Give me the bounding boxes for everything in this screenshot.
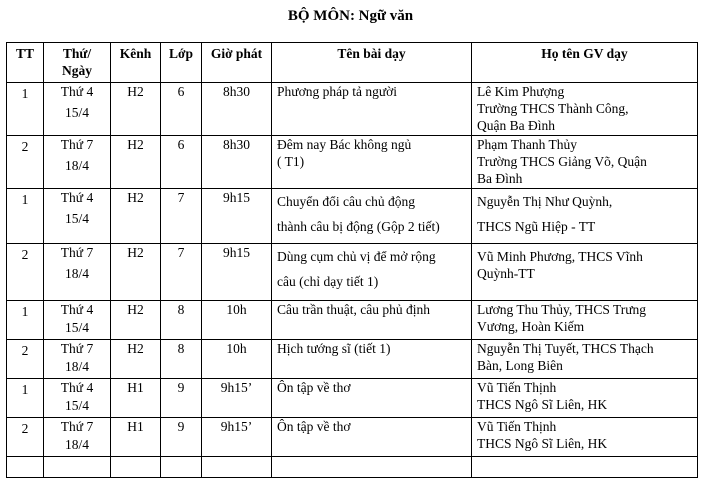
lesson-line: thành câu bị động (Gộp 2 tiết) — [277, 219, 440, 234]
lesson-line: ( T1) — [277, 154, 305, 169]
table-row — [7, 418, 698, 457]
cell-day — [44, 340, 111, 379]
cell-grade: 8 — [161, 340, 202, 379]
lesson-line: câu (chỉ dạy tiết 1) — [277, 274, 379, 289]
cell-time: 9h15 — [202, 189, 272, 244]
lesson-line: Câu trần thuật, câu phủ định — [277, 302, 430, 317]
cell-empty — [472, 457, 698, 478]
table-row — [7, 244, 698, 301]
cell-channel: H2 — [111, 244, 161, 301]
lesson-line: Đêm nay Bác không ngủ — [277, 137, 412, 152]
cell-weekday: Thứ 4 — [60, 84, 94, 99]
cell-lesson — [272, 136, 472, 189]
cell-teacher — [472, 189, 698, 244]
cell-teacher — [472, 136, 698, 189]
teacher-line: Lê Kim Phượng — [477, 84, 565, 99]
cell-empty — [202, 457, 272, 478]
table-row — [7, 457, 698, 478]
cell-time: 10h — [202, 301, 272, 340]
cell-lesson — [272, 379, 472, 418]
cell-date: 15/4 — [64, 320, 89, 335]
schedule-table — [6, 42, 698, 478]
cell-lesson — [272, 244, 472, 301]
teacher-line: Phạm Thanh Thủy — [477, 137, 577, 152]
cell-time: 9h15’ — [202, 379, 272, 418]
lesson-line: Dùng cụm chủ vị để mở rộng — [277, 249, 436, 264]
cell-time: 8h30 — [202, 136, 272, 189]
cell-channel: H1 — [111, 379, 161, 418]
cell-lesson — [272, 340, 472, 379]
cell-day — [44, 379, 111, 418]
teacher-line: Vũ Tiến Thịnh — [477, 419, 557, 434]
teacher-line: Quỳnh-TT — [477, 266, 535, 281]
cell-weekday: Thứ 7 — [60, 245, 94, 260]
cell-teacher — [472, 301, 698, 340]
cell-date: 18/4 — [64, 266, 89, 281]
cell-time: 9h15 — [202, 244, 272, 301]
cell-teacher — [472, 340, 698, 379]
cell-tt: 2 — [7, 136, 44, 189]
cell-lesson — [272, 418, 472, 457]
cell-grade: 6 — [161, 83, 202, 136]
cell-channel: H1 — [111, 418, 161, 457]
header-grade: Lớp — [161, 43, 202, 83]
lesson-line: Phương pháp tả người — [277, 84, 398, 99]
teacher-line: THCS Ngô Sĩ Liên, HK — [477, 436, 608, 451]
cell-channel: H2 — [111, 83, 161, 136]
cell-lesson — [272, 301, 472, 340]
cell-tt: 2 — [7, 340, 44, 379]
teacher-line: THCS Ngô Sĩ Liên, HK — [477, 397, 608, 412]
header-day: Thứ/ Ngày — [44, 43, 111, 83]
cell-grade: 6 — [161, 136, 202, 189]
cell-date: 18/4 — [64, 359, 89, 374]
teacher-line: Ba Đình — [477, 171, 523, 186]
cell-teacher — [472, 83, 698, 136]
cell-weekday: Thứ 7 — [60, 137, 94, 152]
header-tt: TT — [7, 43, 44, 83]
cell-day — [44, 418, 111, 457]
cell-day — [44, 301, 111, 340]
cell-teacher — [472, 418, 698, 457]
teacher-line: Quận Ba Đình — [477, 118, 555, 133]
table-header-row — [7, 43, 698, 83]
cell-weekday: Thứ 7 — [60, 341, 94, 356]
cell-weekday: Thứ 4 — [60, 302, 94, 317]
cell-day — [44, 189, 111, 244]
cell-teacher — [472, 244, 698, 301]
teacher-line: Trường THCS Thành Công, — [477, 101, 629, 116]
cell-empty — [111, 457, 161, 478]
cell-channel: H2 — [111, 136, 161, 189]
cell-grade: 7 — [161, 189, 202, 244]
header-channel: Kênh — [111, 43, 161, 83]
teacher-line: THCS Ngũ Hiệp - TT — [477, 219, 596, 234]
cell-lesson — [272, 189, 472, 244]
page-heading: BỘ MÔN: Ngữ văn — [287, 8, 414, 24]
header-teacher: Họ tên GV dạy — [472, 43, 698, 83]
cell-grade: 7 — [161, 244, 202, 301]
table-row — [7, 301, 698, 340]
cell-tt: 1 — [7, 379, 44, 418]
teacher-line: Lương Thu Thủy, THCS Trưng — [477, 302, 647, 317]
cell-grade: 8 — [161, 301, 202, 340]
cell-weekday: Thứ 4 — [60, 380, 94, 395]
table-row — [7, 189, 698, 244]
lesson-line: Ôn tập về thơ — [277, 380, 351, 395]
cell-weekday: Thứ 4 — [60, 190, 94, 205]
cell-date: 18/4 — [64, 158, 89, 173]
cell-empty — [7, 457, 44, 478]
table-row — [7, 379, 698, 418]
cell-weekday: Thứ 7 — [60, 419, 94, 434]
teacher-line: Bàn, Long Biên — [477, 358, 563, 373]
cell-empty — [44, 457, 111, 478]
teacher-line: Nguyễn Thị Như Quỳnh, — [477, 194, 613, 209]
cell-tt: 1 — [7, 189, 44, 244]
teacher-line: Vũ Tiến Thịnh — [477, 380, 557, 395]
lesson-line: Hịch tướng sĩ (tiết 1) — [277, 341, 391, 356]
teacher-line: Nguyễn Thị Tuyết, THCS Thạch — [477, 341, 654, 356]
cell-lesson — [272, 83, 472, 136]
header-lesson: Tên bài dạy — [272, 43, 472, 83]
lesson-line: Ôn tập về thơ — [277, 419, 351, 434]
cell-time: 9h15’ — [202, 418, 272, 457]
cell-channel: H2 — [111, 340, 161, 379]
cell-grade: 9 — [161, 418, 202, 457]
cell-day — [44, 136, 111, 189]
cell-time: 10h — [202, 340, 272, 379]
cell-tt: 1 — [7, 83, 44, 136]
header-time: Giờ phát — [202, 43, 272, 83]
lesson-line: Chuyển đổi câu chủ động — [277, 194, 415, 209]
table-row — [7, 340, 698, 379]
cell-empty — [272, 457, 472, 478]
cell-teacher — [472, 379, 698, 418]
cell-date: 15/4 — [64, 211, 89, 226]
cell-channel: H2 — [111, 301, 161, 340]
cell-time: 8h30 — [202, 83, 272, 136]
cell-empty — [161, 457, 202, 478]
cell-tt: 1 — [7, 301, 44, 340]
cell-day — [44, 83, 111, 136]
table-row — [7, 136, 698, 189]
cell-tt: 2 — [7, 418, 44, 457]
cell-date: 15/4 — [64, 398, 89, 413]
cell-grade: 9 — [161, 379, 202, 418]
cell-day — [44, 244, 111, 301]
table-row — [7, 83, 698, 136]
cell-date: 18/4 — [64, 437, 89, 452]
teacher-line: Vũ Minh Phương, THCS Vĩnh — [477, 249, 643, 264]
teacher-line: Trường THCS Giảng Võ, Quận — [477, 154, 647, 169]
cell-channel: H2 — [111, 189, 161, 244]
cell-tt: 2 — [7, 244, 44, 301]
cell-date: 15/4 — [64, 105, 89, 120]
teacher-line: Vương, Hoàn Kiếm — [477, 319, 585, 334]
